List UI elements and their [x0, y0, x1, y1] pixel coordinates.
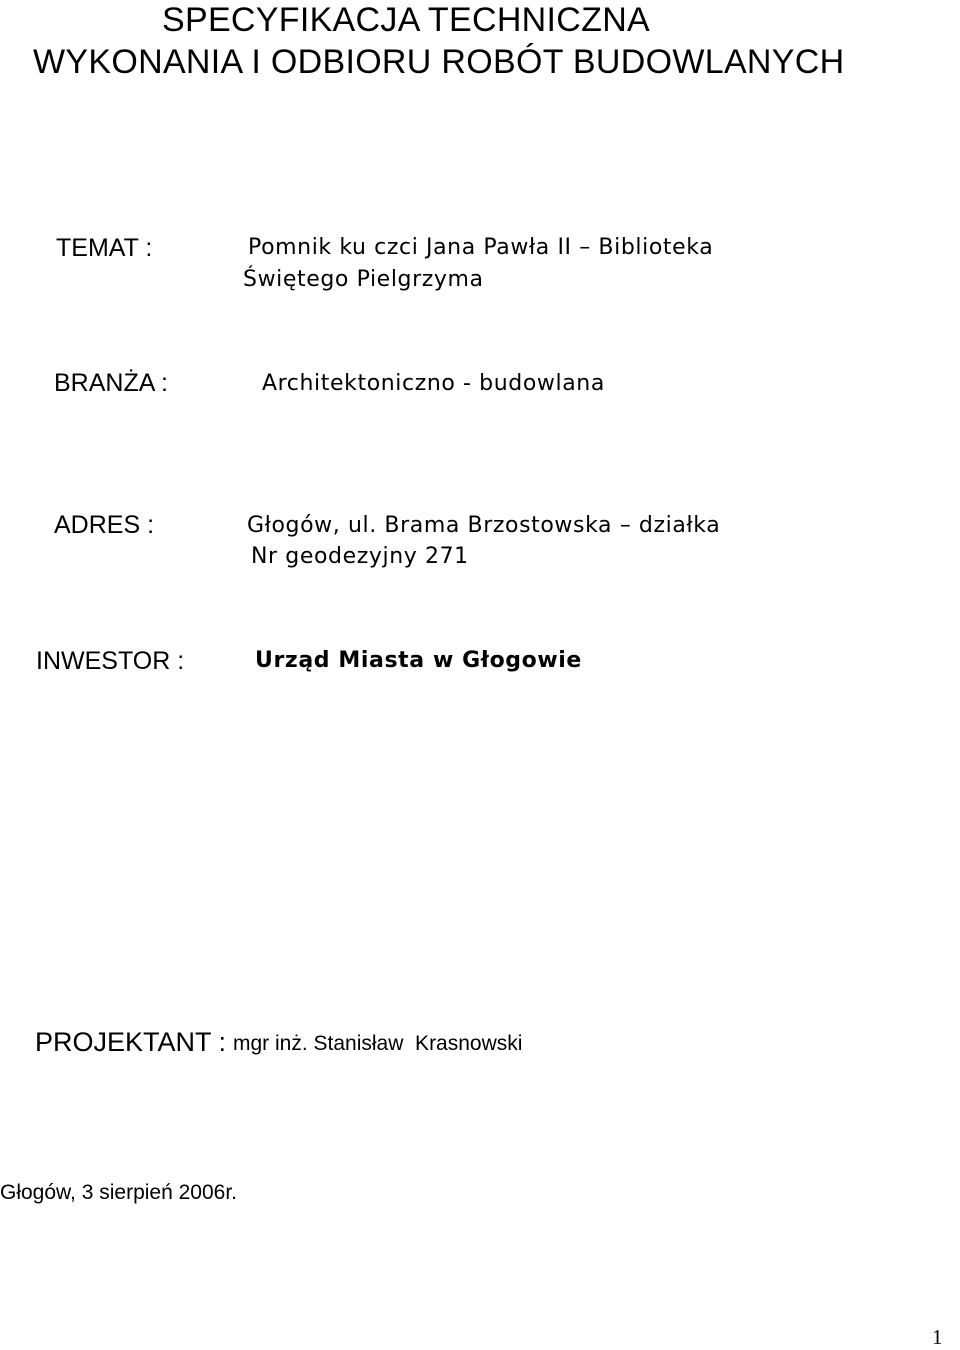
title-line-1: SPECYFIKACJA TECHNICZNA	[162, 1, 651, 39]
inwestor-value: Urząd Miasta w Głogowie	[255, 648, 582, 673]
temat-value-line-2: Świętego Pielgrzyma	[243, 267, 484, 292]
adres-label: ADRES :	[54, 511, 155, 539]
branza-label: BRANŻA :	[54, 369, 168, 397]
adres-value-line-1: Głogów, ul. Brama Brzostowska – działka	[247, 513, 721, 538]
temat-label: TEMAT :	[56, 234, 153, 262]
projektant-value: mgr inż. Stanisław Krasnowski	[233, 1032, 523, 1055]
title-line-2: WYKONANIA I ODBIORU ROBÓT BUDOWLANYCH	[33, 43, 845, 81]
projektant-label: PROJEKTANT :	[35, 1027, 227, 1057]
page-number: 1	[932, 1325, 943, 1349]
document-date: Głogów, 3 sierpień 2006r.	[0, 1181, 237, 1204]
adres-value-line-2: Nr geodezyjny 271	[251, 544, 469, 569]
branza-value: Architektoniczno - budowlana	[262, 371, 605, 396]
inwestor-label: INWESTOR :	[36, 647, 185, 675]
temat-value-line-1: Pomnik ku czci Jana Pawła II – Biblioteka	[248, 235, 714, 260]
